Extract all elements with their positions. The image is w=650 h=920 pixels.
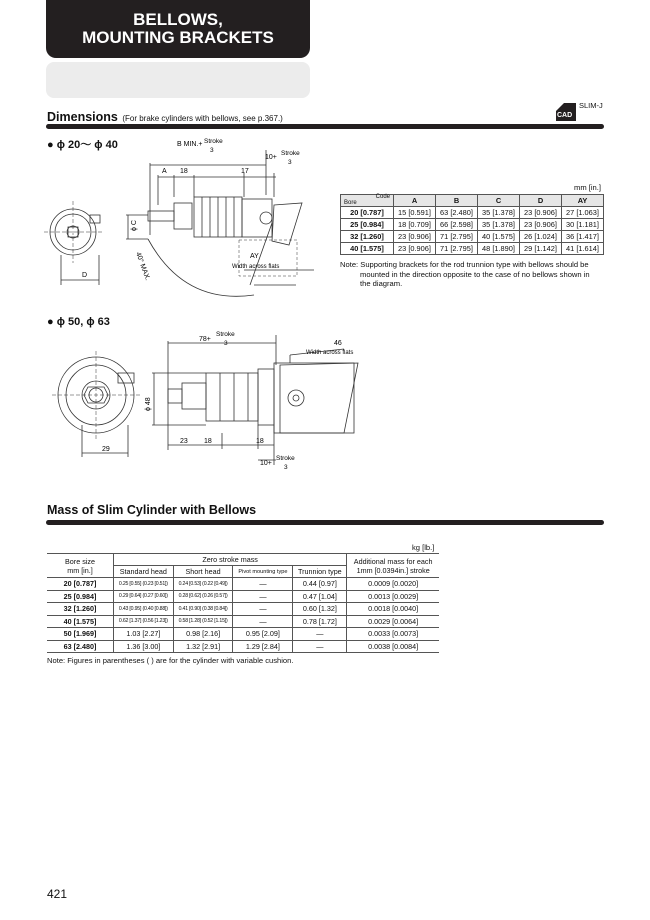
max-angle-label: 40° MAX.	[134, 251, 151, 282]
mass-header-row-1	[47, 554, 439, 566]
table-cell: 0.0013 [0.0029]	[347, 590, 439, 603]
stroke-label-1b: Stroke	[281, 150, 300, 157]
table-cell: 48 [1.890]	[478, 243, 520, 255]
end-view-large	[52, 351, 140, 457]
table-cell: 0.24 [0.53] (0.22 [0.49])	[173, 578, 233, 591]
table-cell: 0.47 [1.04]	[293, 590, 347, 603]
table-cell: 71 [2.795]	[436, 231, 478, 243]
dimensions-rule	[46, 124, 604, 129]
page-number: 421	[47, 887, 68, 901]
table-cell: 40 [1.575]	[478, 231, 520, 243]
dim-note-line1: Note: Supporting brackets for the rod trunnion type with bellows should be	[340, 260, 589, 269]
stroke-denom-2: 3	[224, 340, 228, 347]
table-row	[47, 615, 439, 628]
dim-unit: mm [in.]	[574, 183, 602, 192]
code-header: Code	[375, 194, 390, 200]
side-view-small	[126, 150, 314, 296]
stroke-label-2b: Stroke	[276, 455, 295, 462]
table-row	[47, 578, 439, 591]
table-cell: 0.43 [0.95] (0.40 [0.88])	[114, 603, 174, 616]
dimensions-table	[340, 194, 604, 255]
drawing-large-bore	[44, 325, 374, 475]
table-cell: 0.98 [2.16]	[173, 628, 233, 641]
table-row	[341, 219, 604, 231]
table-cell: 1.03 [2.27]	[114, 628, 174, 641]
additional-header-line2: 1mm [0.0394in.] stroke	[356, 565, 430, 575]
page-title-line2: MOUNTING BRACKETS	[82, 28, 274, 47]
col-header-b: B	[436, 195, 478, 207]
bore-size-header	[47, 554, 114, 578]
dim-46-label: 46	[334, 340, 342, 347]
bore-size-header-line1: Bore size	[65, 556, 95, 566]
mass-table	[47, 553, 439, 653]
table-cell: 23 [0.906]	[520, 207, 562, 219]
additional-mass-header	[347, 554, 439, 578]
subtitle-box	[46, 62, 310, 98]
b-min-label: B MIN.+	[177, 141, 203, 148]
table-cell: —	[293, 628, 347, 641]
dimensions-title: Dimensions	[47, 110, 118, 124]
table-cell: 29 [1.142]	[520, 243, 562, 255]
table-cell: 23 [0.906]	[394, 243, 436, 255]
dim-d-label: D	[82, 272, 88, 279]
dim-18b-label: 18	[256, 438, 264, 445]
table-cell: 0.0018 [0.0040]	[347, 603, 439, 616]
stroke-label-1: Stroke	[204, 138, 223, 145]
table-row	[47, 603, 439, 616]
table-cell: 0.78 [1.72]	[293, 615, 347, 628]
dim-18-label: 18	[180, 168, 188, 175]
table-cell: 71 [2.795]	[436, 243, 478, 255]
dimensions-note: (For brake cylinders with bellows, see p.367.)	[122, 114, 283, 123]
col-header-d: D	[520, 195, 562, 207]
table-cell: —	[233, 590, 293, 603]
table-cell: 25 [0.984]	[341, 219, 394, 231]
table-cell: 0.0038 [0.0084]	[347, 640, 439, 653]
stroke-denom-2b: 3	[284, 464, 288, 471]
table-cell: 1.29 [2.84]	[233, 640, 293, 653]
table-cell: 0.41 [0.90] (0.38 [0.84])	[173, 603, 233, 616]
table-cell: 0.0029 [0.0064]	[347, 615, 439, 628]
table-cell: 0.29 [0.64] (0.27 [0.60])	[114, 590, 174, 603]
table-cell: 0.44 [0.97]	[293, 578, 347, 591]
table-row	[341, 207, 604, 219]
additional-header-line1: Additional mass for each	[353, 556, 433, 566]
cad-badge	[552, 101, 608, 123]
table-cell: 0.62 [1.37] (0.56 [1.23])	[114, 615, 174, 628]
bullet-icon: ●	[47, 316, 54, 328]
page-title-line1: BELLOWS,	[133, 10, 223, 29]
dim-phi48-label: ϕ 48	[145, 397, 152, 411]
table-cell: 40 [1.575]	[47, 615, 114, 628]
table-cell: 41 [1.614]	[562, 243, 604, 255]
dim-17-label: 17	[241, 168, 249, 175]
mass-unit: kg [lb.]	[412, 543, 435, 552]
table-cell: 40 [1.575]	[341, 243, 394, 255]
stroke-label-2: Stroke	[216, 331, 235, 338]
dim-note-line2: mounted in the direction opposite to the case of no bellows shown in	[360, 269, 590, 279]
stroke-denom-1b: 3	[288, 159, 292, 166]
col-header-a: A	[394, 195, 436, 207]
dim-phi-c-label: ϕ C	[131, 220, 138, 231]
table-header-row	[341, 195, 604, 207]
table-cell: 0.25 [0.55] (0.23 [0.51])	[114, 578, 174, 591]
end-view-small	[44, 201, 102, 285]
dim-29-label: 29	[102, 446, 110, 453]
dim-a-label: A	[162, 168, 167, 175]
table-cell: —	[233, 615, 293, 628]
pivot-header: Pivot mounting type	[233, 566, 293, 578]
mass-note: Note: Figures in parentheses ( ) are for the cylinder with variable cushion.	[47, 656, 294, 665]
table-row	[47, 590, 439, 603]
mass-title: Mass of Slim Cylinder with Bellows	[47, 503, 257, 517]
table-cell: 23 [0.906]	[520, 219, 562, 231]
cad-label: CAD	[557, 112, 573, 119]
table-cell: 0.95 [2.09]	[233, 628, 293, 641]
table-cell: 35 [1.378]	[478, 207, 520, 219]
table-cell: 0.60 [1.32]	[293, 603, 347, 616]
table-cell: 63 [2.480]	[436, 207, 478, 219]
table-row	[341, 243, 604, 255]
dim-table-note	[340, 260, 590, 289]
table-cell: 1.32 [2.91]	[173, 640, 233, 653]
table-cell: 30 [1.181]	[562, 219, 604, 231]
ten-plus-label-2: 10+	[260, 460, 272, 467]
width-flats-label-2: Width across flats	[306, 350, 354, 356]
table-cell: 23 [0.906]	[394, 231, 436, 243]
table-row	[341, 231, 604, 243]
drawing-small-bore	[44, 135, 314, 320]
table-cell: 36 [1.417]	[562, 231, 604, 243]
table-cell: 63 [2.480]	[47, 640, 114, 653]
table-cell: —	[233, 578, 293, 591]
table-row	[47, 640, 439, 653]
table-cell: 20 [0.787]	[47, 578, 114, 591]
table-cell: 0.28 [0.62] (0.26 [0.57])	[173, 590, 233, 603]
bore-size-header-line2: mm [in.]	[67, 565, 93, 575]
dim-78-label: 78+	[199, 336, 211, 343]
table-row	[47, 628, 439, 641]
table-cell: 18 [0.709]	[394, 219, 436, 231]
trunnion-header: Trunnion type	[293, 566, 347, 578]
table-cell: 66 [2.598]	[436, 219, 478, 231]
table-cell: —	[233, 603, 293, 616]
group1-label: ϕ 20〜 ϕ 40	[56, 139, 118, 151]
width-flats-label-1: Width across flats	[232, 264, 280, 270]
table-cell: 25 [0.984]	[47, 590, 114, 603]
zero-stroke-header: Zero stroke mass	[114, 554, 347, 566]
table-cell: 0.58 [1.28] (0.52 [1.15])	[173, 615, 233, 628]
ten-plus-label: 10+	[265, 154, 277, 161]
page-title-banner	[46, 0, 310, 58]
dim-18-label: 18	[204, 438, 212, 445]
col-header-c: C	[478, 195, 520, 207]
bullet-icon: ●	[47, 139, 54, 151]
table-cell: —	[293, 640, 347, 653]
table-cell: 20 [0.787]	[341, 207, 394, 219]
mass-rule	[46, 520, 604, 525]
table-cell: 32 [1.260]	[47, 603, 114, 616]
dim-23-label: 23	[180, 438, 188, 445]
standard-head-header: Standard head	[114, 566, 174, 578]
short-head-header: Short head	[173, 566, 233, 578]
stroke-denom-1: 3	[210, 147, 214, 154]
table-cell: 32 [1.260]	[341, 231, 394, 243]
bore-header: Bore	[344, 200, 357, 206]
table-cell: 50 [1.969]	[47, 628, 114, 641]
table-cell: 27 [1.063]	[562, 207, 604, 219]
dim-ay-label: AY	[250, 253, 259, 260]
table-cell: 0.0033 [0.0073]	[347, 628, 439, 641]
table-cell: 35 [1.378]	[478, 219, 520, 231]
bore-code-header	[341, 195, 394, 207]
group2-label: ϕ 50, ϕ 63	[56, 316, 110, 328]
series-tag: SLIM-J	[579, 101, 603, 110]
dim-note-line3: the diagram.	[360, 279, 403, 288]
table-cell: 26 [1.024]	[520, 231, 562, 243]
col-header-ay: AY	[562, 195, 604, 207]
table-cell: 0.0009 [0.0020]	[347, 578, 439, 591]
table-cell: 1.36 [3.00]	[114, 640, 174, 653]
table-cell: 15 [0.591]	[394, 207, 436, 219]
